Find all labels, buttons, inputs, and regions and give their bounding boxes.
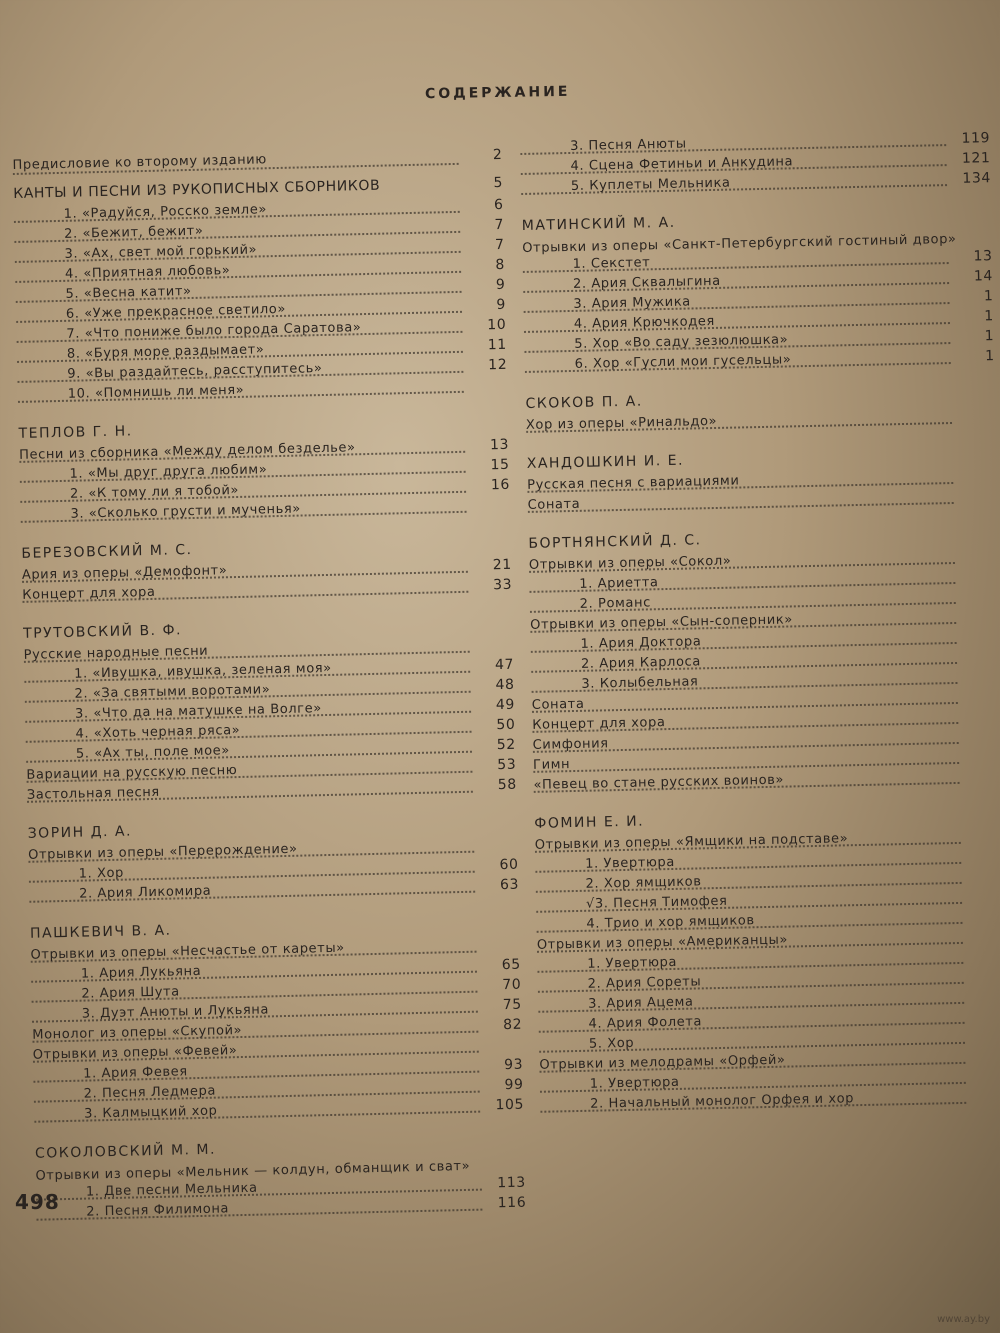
toc-entry-title: Отрывки из оперы «Мельник — колдун, обманщик и сват» [35,1158,471,1184]
toc-entry-title: Отрывки из оперы «Февей» [32,1043,238,1063]
toc-entry-page: 8 [495,256,506,274]
toc-entry-page: 16 [490,476,511,494]
toc-entry-title: 1. Две песни Мельника [85,1180,258,1200]
toc-entry-page: 9 [495,276,506,294]
toc-entry-page [961,648,1000,649]
composer-name: ХАНДОШКИН И. Е. [526,452,685,472]
toc-entry-page [962,708,1000,709]
toc-entry-title: 2. Романс [579,595,652,612]
toc-entry-title: 1. Ария Доктора [580,634,702,652]
toc-entry-title: 2. «Бежит, бежит» [63,223,204,242]
toc-entry-title: «Певец во стане русских воинов» [533,772,785,793]
toc-entry-title: 3. Дуэт Анюты и Лукьяна [81,1002,270,1022]
toc-entry-title: 2. Ария Карлоса [580,654,702,672]
toc-continued-lines [520,130,991,200]
toc-entry-title: Концерт для хора [22,584,156,603]
toc-entry-page: 134 [962,170,992,187]
section-khandoshkin [527,446,998,518]
section-matinsky [522,208,995,378]
toc-entry-title: Отрывки из оперы «Американцы» [536,932,789,953]
toc-entry-page: 7 [494,216,505,234]
toc-entry-page: 6 [493,196,504,214]
toc-entry-title: Отрывки из оперы «Несчастье от кареты» [30,940,345,963]
toc-entry-title: Монолог из оперы «Скупой» [32,1023,243,1043]
toc-entry-title: 2. Песня Ледмера [83,1083,217,1102]
toc-entry-page: 14 [973,268,994,285]
toc-entry-title: Соната [527,496,581,513]
toc-entry-page [468,377,508,378]
toc-entry-page: 49 [495,696,516,714]
toc-entry-page [960,608,1000,609]
toc-left-column [12,129,527,1226]
page-heading: СОДЕРЖАНИЕ [424,83,571,103]
composer-name: ЗОРИН Д. А. [27,823,133,842]
toc-entry-page: 33 [493,576,513,594]
toc-right-column [520,130,1000,1118]
toc-entry-page: 93 [503,1056,524,1074]
toc-entry-title: 3. «Сколько грусти и мученья» [70,501,302,522]
toc-entry-page [478,837,518,838]
toc-entry-page: 53 [497,756,517,774]
toc-entry-title: Русские народные песни [23,643,209,663]
toc-entry-title: Отрывки из оперы «Сын-соперник» [530,612,793,633]
toc-entry-title: √3. Песня Тимофея [585,893,728,912]
toc-entry-page: 58 [497,776,517,794]
toc-entry-page: 75 [502,996,522,1014]
toc-entry-title: 1. Ария Февея [83,1064,188,1082]
composer-name: ПАШКЕВИЧ В. А. [29,922,172,942]
toc-entry-title: Соната [531,696,585,713]
toc-entry-page: 121 [961,150,991,167]
composer-name: СОКОЛОВСКИЙ М. М. [34,1141,217,1162]
section-berezovsky [21,535,512,608]
toc-entry-title: 1. Увертюра [587,954,678,972]
toc-entry-title: Русская песня с вариациями [527,473,740,493]
toc-entry-title: 3. Ария Ацема [587,994,694,1012]
toc-entry-page [957,468,997,469]
toc-entry-title: 1. Ариетта [579,575,659,592]
section-pashkevich [30,915,524,1128]
composer-name: БЕРЕЗОВСКИЙ М. С. [21,542,193,562]
toc-entry-title: Отрывки из оперы «Перерождение» [28,841,298,863]
composer-name: ТРУТОВСКИЙ В. Ф. [23,622,183,642]
toc-entry-title: 3. «Что да на матушке на Волге» [74,701,322,722]
toc-entry-title: 1. Хор [78,865,125,882]
toc-entry-page [963,748,1000,749]
toc-entry-page: 1 [983,288,994,305]
toc-entry-page: 1 [984,308,994,325]
toc-entry-page [959,548,999,549]
toc-entry-page: 105 [495,1096,525,1114]
section-skokov [525,386,996,438]
toc-entry-page [482,1037,522,1038]
section-teplov [18,415,510,528]
toc-entry-page [962,688,1000,689]
toc-entry-title: 9. «Вы раздайтесь, расступитесь» [67,361,323,382]
toc-entry-title: 1. Увертюра [589,1074,680,1092]
toc-entry-page [960,628,1000,629]
toc-entry-page [967,968,1000,969]
toc-entry-page [968,988,1000,989]
toc-entry-page: 48 [495,676,515,694]
toc-entry-title: 1. «Ивушка, ивушка, зеленая моя» [73,660,332,682]
toc-entry-title: 4. Ария Крючкодея [573,313,715,332]
toc-entry-title: Отрывки из оперы «Сокол» [528,553,732,573]
toc-entry-title: 7. «Что пониже было города Саратова» [66,320,362,342]
toc-entry-title: 3. Калмыцкий хор [83,1103,218,1122]
toc-entry-title: Ария из оперы «Демофонт» [21,563,228,583]
toc-entry-title: 5. Хор [588,1035,635,1052]
toc-entry-title: Хор из оперы «Ринальдо» [525,413,718,433]
toc-entry-title: 5. «Ах ты, поле мое» [75,743,231,762]
toc-entry-page [480,937,520,938]
section-bortnyansky [528,526,1000,798]
toc-entry-page [963,768,1000,769]
toc-entry-title: 4. «Хоть черная ряса» [75,722,241,742]
toc-entry-title: 4. «Приятная любовь» [64,263,231,282]
toc-entry-title: 8. «Буря море раздымает» [66,342,265,362]
toc-entry-page: 60 [499,856,519,874]
toc-entry-page [966,888,1000,889]
toc-entry-page [956,408,996,409]
toc-section-kanty: КАНТЫ И ПЕСНИ ИЗ РУКОПИСНЫХ СБОРНИКОВ 5 [13,174,504,202]
toc-line-preface: Предисловие ко второму изданию 2 [12,146,503,173]
toc-entry-title: 4. Ария Фолета [588,1014,703,1032]
section-sokolovsky [35,1135,527,1226]
toc-entry-page: 13 [489,436,510,454]
toc-entry-page: 11 [487,336,507,354]
toc-entry-title: Концерт для хора [532,715,666,733]
toc-entry-title: 2. Ария Шута [81,984,180,1002]
toc-entry-title: 3. Песня Анюты [569,136,687,154]
toc-entry-page [965,848,1000,849]
toc-entry-title: 6. Хор «Гусли мои гусельцы» [574,352,792,372]
toc-entry-page: 13 [973,248,993,265]
composer-name: БОРТНЯНСКИЙ Д. С. [528,532,702,552]
section-fomin [534,806,1000,1118]
toc-entry-page: 7 [494,236,505,254]
toc-entry-title: 2. Песня Филимона [86,1201,230,1220]
toc-entry-page [966,908,1000,909]
toc-entry-page [473,637,513,638]
toc-entry-page [970,1088,1000,1089]
toc-entry-title: Вариации на русскую песню [26,763,238,783]
toc-entry-page: 21 [492,556,512,574]
toc-entry-title: 3. Ария Мужика [573,294,691,312]
toc-entry-page: 119 [961,130,991,147]
toc-entry-title: Песни из сборника «Между делом безделье» [18,440,356,463]
toc-entry-page: 50 [496,716,516,734]
watermark: www.ay.by [937,1314,990,1325]
toc-entry-title: 6. «Уже прекрасное светило» [65,301,287,322]
kanty-list [14,197,508,408]
toc-entry-title: Гимн [532,757,571,773]
toc-entry-page [967,948,1000,949]
toc-entry-title: 2. «За святыми воротами» [74,682,271,702]
toc-entry-title: 2. Начальный монолог Орфея и хор [590,1091,855,1112]
toc-entry-page: 63 [499,876,520,894]
toc-entry-title: Отрывки из мелодрамы «Орфей» [539,1052,786,1073]
toc-entry-title: Отрывки из оперы «Ямщики на подставе» [534,831,849,853]
toc-entry-title: 5. Хор «Во саду зезюлюшка» [574,332,789,352]
toc-entry-page: 113 [497,1174,526,1192]
toc-entry-page [959,588,999,589]
toc-entry-page: 1 [984,328,995,345]
composer-name: ФОМИН Е. И. [534,813,645,832]
toc-entry-page [969,1028,1000,1029]
toc-entry-page [970,1068,1000,1069]
toc-entry-page: 116 [497,1194,527,1212]
composer-name: МАТИНСКИЙ М. А. [521,214,676,234]
composer-name: СКОКОВ П. А. [525,393,643,412]
toc-entry-page [965,868,1000,869]
toc-entry-title: 3. «Ах, свет мой горький» [64,242,258,262]
toc-entry-title: 4. Сцена Фетиньи и Анкудина [570,154,794,174]
toc-entry-page [965,828,1000,829]
toc-entry-page: 70 [502,976,522,994]
toc-entry-page [959,568,999,569]
toc-entry-title: 1. Ария Лукьяна [80,963,202,982]
toc-entry-title: 5. Куплеты Мельника [570,175,731,194]
toc-entry-page: 47 [494,656,515,674]
toc-entry-page [961,668,1000,669]
toc-entry-title: 5. «Весна катит» [65,283,192,302]
toc-entry-page: 9 [496,296,507,314]
toc-entry-page: 65 [501,956,522,974]
toc-entry-title: 2. Хор ямщиков [585,874,702,892]
toc-entry-page [470,497,510,498]
toc-entry-page [962,728,1000,729]
toc-entry-title: Отрывки из оперы «Санкт-Петербургский гостиный двор» [522,231,957,256]
toc-entry-title: 1. Секстет [572,255,651,272]
toc-entry-page: 52 [496,736,517,754]
toc-entry-title: 2. Ария Сореты [587,974,702,992]
toc-entry-page [957,488,997,489]
section-zorin [28,815,520,908]
toc-entry-title: 1. «Радуйся, Росско земле» [63,202,268,222]
toc-entry-page [967,928,1000,929]
toc-entry-page: 1 [984,348,995,365]
toc-entry-page: 99 [504,1076,524,1094]
section-trutovsky [23,615,517,808]
toc-entry-title: 10. «Помнишь ли меня» [67,382,245,402]
toc-entry-page: 15 [490,456,510,474]
toc-entry-title: Симфония [532,736,609,753]
toc-entry-title: 1. «Мы друг друга любим» [69,462,268,482]
toc-entry-page [969,1048,1000,1049]
toc-entry-page: 10 [487,316,507,334]
toc-entry-title: 3. Колыбельная [581,674,699,692]
toc-entry-title: 2. «К тому ли я тобой» [69,482,240,502]
toc-entry-title: 2. Ария Ликомира [78,883,212,902]
toc-entry-title: Застольная песня [26,784,160,803]
page-number: 498 [15,1190,60,1214]
composer-name: ТЕПЛОВ Г. Н. [18,423,133,442]
toc-entry-title: 1. Увертюра [585,854,676,872]
toc-entry-title: 2. Ария Сквалыгина [572,273,721,292]
toc-entry-page: 12 [488,356,508,374]
toc-entry-page [485,1157,525,1158]
toc-entry-title: 4. Трио и хор ямщиков [586,913,755,932]
toc-entry-page: 82 [503,1016,523,1034]
toc-entry-page [968,1008,1000,1009]
